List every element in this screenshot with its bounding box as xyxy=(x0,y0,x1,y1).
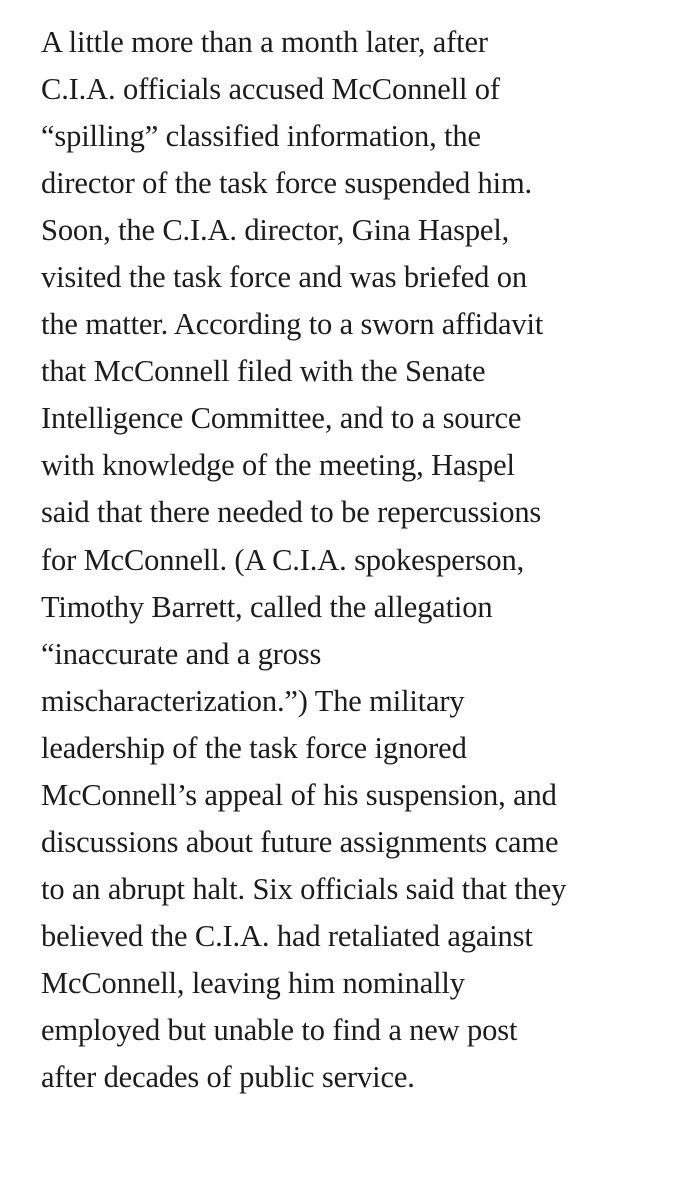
article-paragraph xyxy=(41,19,681,1101)
text-line: to an abrupt halt. Six officials said that they xyxy=(41,871,567,906)
text-line: director of the task force suspended him. xyxy=(41,166,533,201)
text-line: said that there needed to be repercussions xyxy=(41,495,542,530)
text-line: McConnell’s appeal of his suspension, and xyxy=(41,777,557,812)
text-line: mischaracterization.”) The military xyxy=(41,683,465,718)
text-line: after decades of public service. xyxy=(41,1060,415,1095)
text-line: with knowledge of the meeting, Haspel xyxy=(41,448,515,483)
text-line: discussions about future assignments came xyxy=(41,824,559,859)
text-line: employed but unable to find a new post xyxy=(41,1012,518,1047)
text-line: visited the task force and was briefed on xyxy=(41,260,527,295)
text-line: McConnell, leaving him nominally xyxy=(41,965,465,1000)
text-line: that McConnell filed with the Senate xyxy=(41,354,486,389)
text-line: believed the C.I.A. had retaliated against xyxy=(41,918,533,953)
text-line: leadership of the task force ignored xyxy=(41,730,467,765)
text-line: “spilling” classified information, the xyxy=(41,119,481,154)
text-line: Soon, the C.I.A. director, Gina Haspel, xyxy=(41,213,510,248)
text-line: Timothy Barrett, called the allegation xyxy=(41,589,493,624)
text-line: C.I.A. officials accused McConnell of xyxy=(41,72,500,107)
text-line: Intelligence Committee, and to a source xyxy=(41,401,522,436)
text-line: A little more than a month later, after xyxy=(41,25,488,59)
text-line: the matter. According to a sworn affidavit xyxy=(41,307,544,342)
text-line: “inaccurate and a gross xyxy=(41,636,322,671)
text-line: for McConnell. (A C.I.A. spokesperson, xyxy=(41,542,525,577)
